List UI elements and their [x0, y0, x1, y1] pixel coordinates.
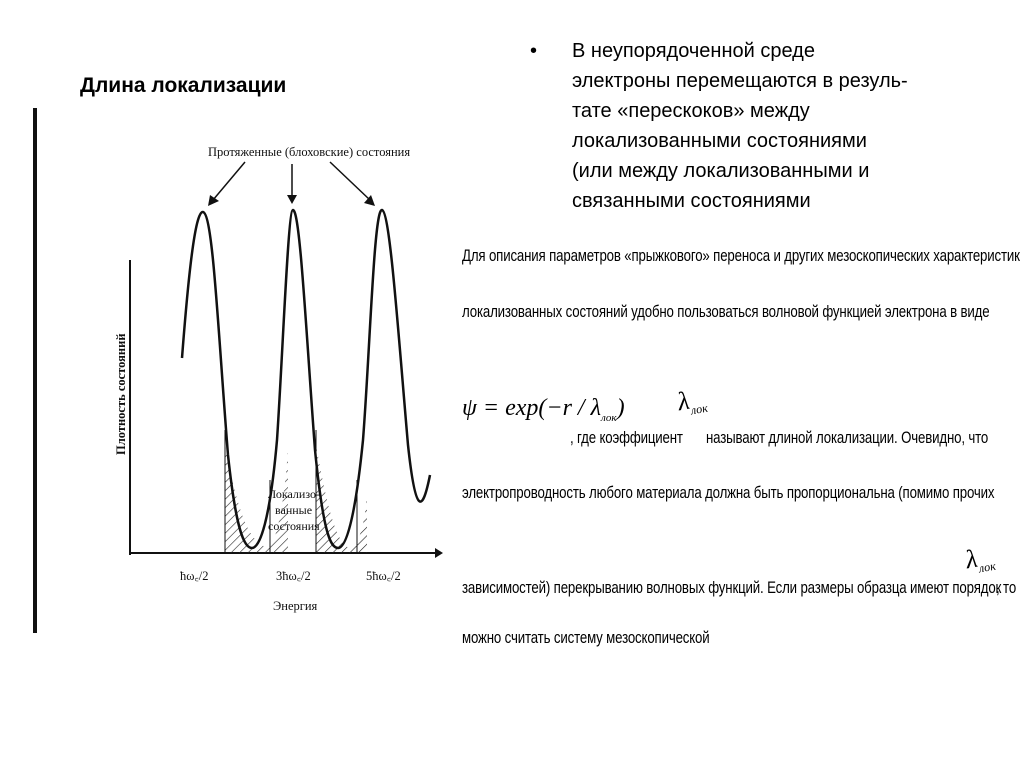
paragraph-line: , то [996, 578, 1017, 597]
bullet-line: электроны перемещаются в резуль- [572, 70, 908, 92]
figure-left-border [33, 108, 37, 633]
bullet-marker: • [530, 40, 538, 62]
paragraph-line: , где коэффициент [570, 428, 683, 447]
lambda-char: λ [675, 385, 692, 417]
paragraph-line: локализованных состояний удобно пользоваться волновой функцией электрона в виде [462, 302, 990, 321]
paragraph-line: зависимостей) перекрыванию волновых функций. Если размеры образца имеют порядок [462, 578, 1002, 597]
localized-region-2 [270, 450, 288, 553]
bullet-line: связанными состояниями [572, 190, 811, 212]
state-arrow-head [287, 195, 297, 204]
paragraph-line: электропроводность любого материала должна быть пропорциональна (помимо прочих [462, 483, 995, 502]
x-axis-label: Энергия [273, 599, 318, 613]
bullet-line: тате «перескоков» между [572, 100, 810, 122]
bullet-line: (или между локализованными и [572, 160, 870, 182]
x-axis-arrow [435, 548, 443, 558]
wave-function-formula [462, 395, 625, 424]
localized-label-line: Локализо- [268, 487, 320, 501]
localized-region-3 [316, 445, 367, 553]
state-arrow [330, 162, 370, 200]
paragraph-line: Для описания параметров «прыжкового» переноса и других мезоскопических характеристик [462, 246, 1020, 265]
extended-states-label: Протяженные (блоховские) состояния [208, 145, 411, 159]
localized-label-line: состояния [268, 519, 320, 533]
state-arrow [213, 162, 245, 200]
formula-subscript: лок [601, 411, 617, 424]
lambda-subscript: лок [689, 400, 709, 418]
formula-close: ) [616, 395, 625, 421]
state-arrow-head [208, 195, 219, 206]
paragraph-line: можно считать систему мезоскопической [462, 628, 710, 647]
localized-region-1 [225, 445, 270, 553]
lambda-symbol [675, 383, 709, 421]
page-title: Длина локализации [80, 74, 287, 97]
y-axis-label: Плотность состояний [114, 333, 128, 455]
bullet-line: В неупорядоченной среде [572, 40, 815, 62]
lambda-subscript: лок [977, 558, 997, 576]
lambda-symbol [963, 541, 997, 579]
bullet-line: локализованными состояниями [572, 130, 867, 152]
localized-label-line: ванные [275, 503, 313, 517]
density-of-states-figure [30, 100, 450, 640]
bullet-text [572, 36, 908, 216]
paragraph-line: называют длиной локализации. Очевидно, что [706, 428, 989, 447]
lambda-char: λ [963, 543, 980, 575]
x-tick-label: 3ħω꜀/2 [276, 569, 311, 583]
x-tick-label: ħω꜀/2 [180, 569, 209, 583]
x-tick-label: 5ħω꜀/2 [366, 569, 401, 583]
formula-text: ψ = exp(−r / λ [462, 395, 601, 421]
